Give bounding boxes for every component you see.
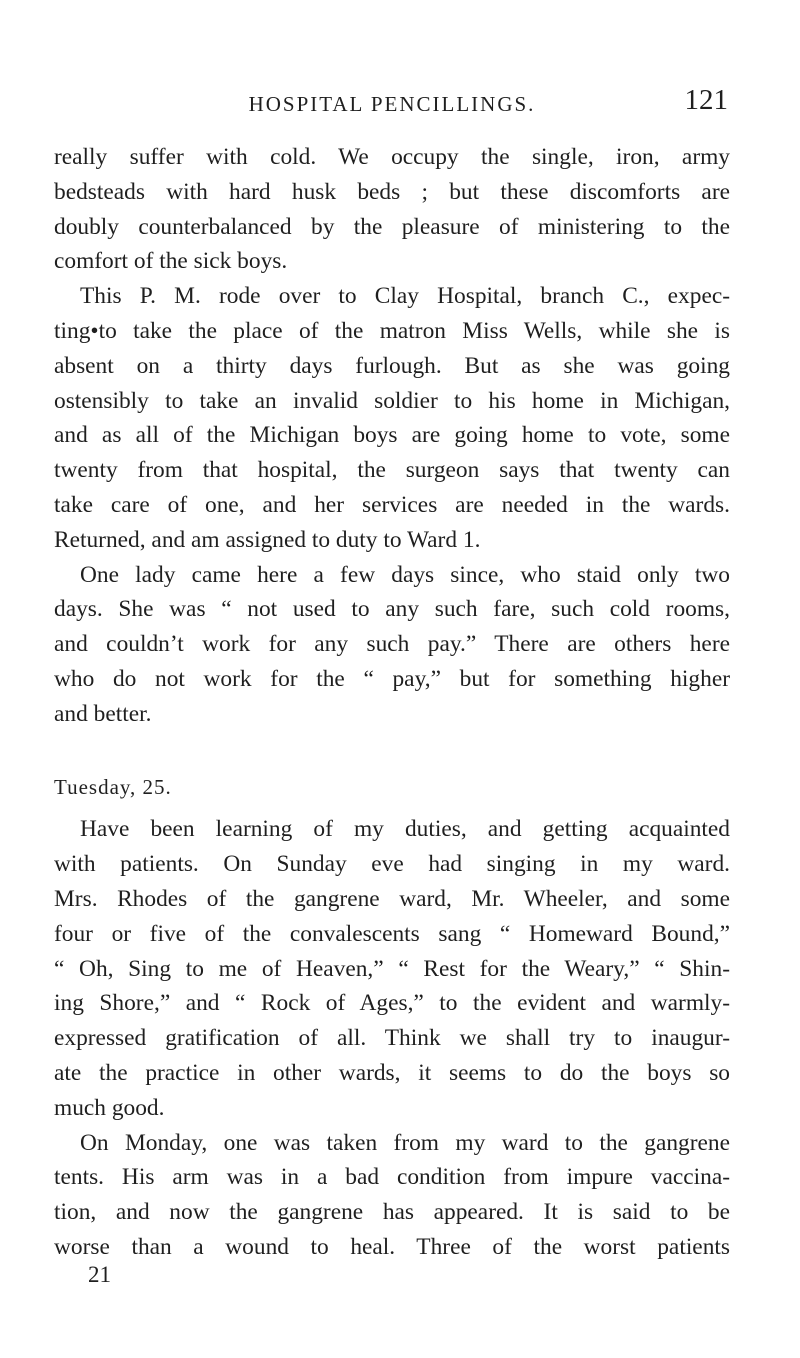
running-head: HOSPITAL PENCILLINGS. [248, 92, 536, 116]
text-line: expressed gratification of all. Think we shall try to inaugur- [54, 1025, 730, 1052]
body-text [54, 140, 730, 1265]
signature-mark: 21 [88, 1262, 111, 1287]
text-line: four or five of the convalescents sang “ Homeward Bound,” [54, 920, 730, 947]
text-line: Returned, and am assigned to duty to Ward 1. [54, 526, 481, 553]
text-line: and couldn’t work for any such pay.” There are others here [54, 631, 730, 658]
text-line: comfort of the sick boys. [54, 248, 288, 275]
text-line: days. She was “ not used to any such fare, such cold rooms, [54, 596, 730, 623]
section-heading: Tuesday, 25. [54, 774, 172, 799]
text-line: really suffer with cold. We occupy the single, iron, army [54, 144, 730, 170]
text-line: ting•to take the place of the matron Miss Wells, while she is [54, 317, 730, 344]
text-line: tents. His arm was in a bad condition from impure vaccina- [54, 1164, 730, 1191]
text-line: tion, and now the gangrene has appeared. It is said to be [54, 1199, 730, 1226]
text-line: Mrs. Rhodes of the gangrene ward, Mr. Wheeler, and some [54, 885, 730, 912]
text-line: ate the practice in other wards, it seems to do the boys so [54, 1059, 730, 1086]
paragraph [54, 140, 730, 279]
text-line: who do not work for the “ pay,” but for something higher [54, 665, 730, 692]
text-line: bedsteads with hard husk beds ; but these discomforts are [54, 178, 730, 205]
text-line: and as all of the Michigan boys are going home to vote, some [54, 422, 730, 449]
text-line: and better. [54, 700, 152, 727]
text-line: On Monday, one was taken from my ward to the gangrene [80, 1129, 730, 1156]
text-line: absent on a thirty days furlough. But as she was going [54, 352, 730, 379]
paragraph [54, 1126, 730, 1265]
text-line: ostensibly to take an invalid soldier to his home in Michigan, [54, 387, 730, 414]
text-line: doubly counterbalanced by the pleasure of ministering to the [54, 213, 730, 240]
page-header [54, 84, 730, 126]
text-line: twenty from that hospital, the surgeon says that twenty can [54, 457, 730, 484]
paragraph [54, 558, 730, 732]
text-line: One lady came here a few days since, who staid only two [80, 561, 730, 588]
text-line: worse than a wound to heal. Three of the worst patients [54, 1233, 730, 1260]
text-line: ing Shore,” and “ Rock of Ages,” to the evident and warmly- [54, 990, 730, 1017]
text-line: with patients. On Sunday eve had singing in my ward. [54, 851, 730, 878]
text-line: This P. M. rode over to Clay Hospital, branch C., expec- [80, 283, 730, 310]
text-line: take care of one, and her services are needed in the wards. [54, 491, 730, 518]
paragraph [54, 812, 730, 1125]
text-line: Have been learning of my duties, and getting acquainted [80, 816, 730, 843]
text-line: “ Oh, Sing to me of Heaven,” “ Rest for the Weary,” “ Shin- [54, 955, 730, 982]
page-number: 121 [684, 84, 728, 116]
text-line: much good. [54, 1094, 165, 1121]
paragraph [54, 279, 730, 557]
